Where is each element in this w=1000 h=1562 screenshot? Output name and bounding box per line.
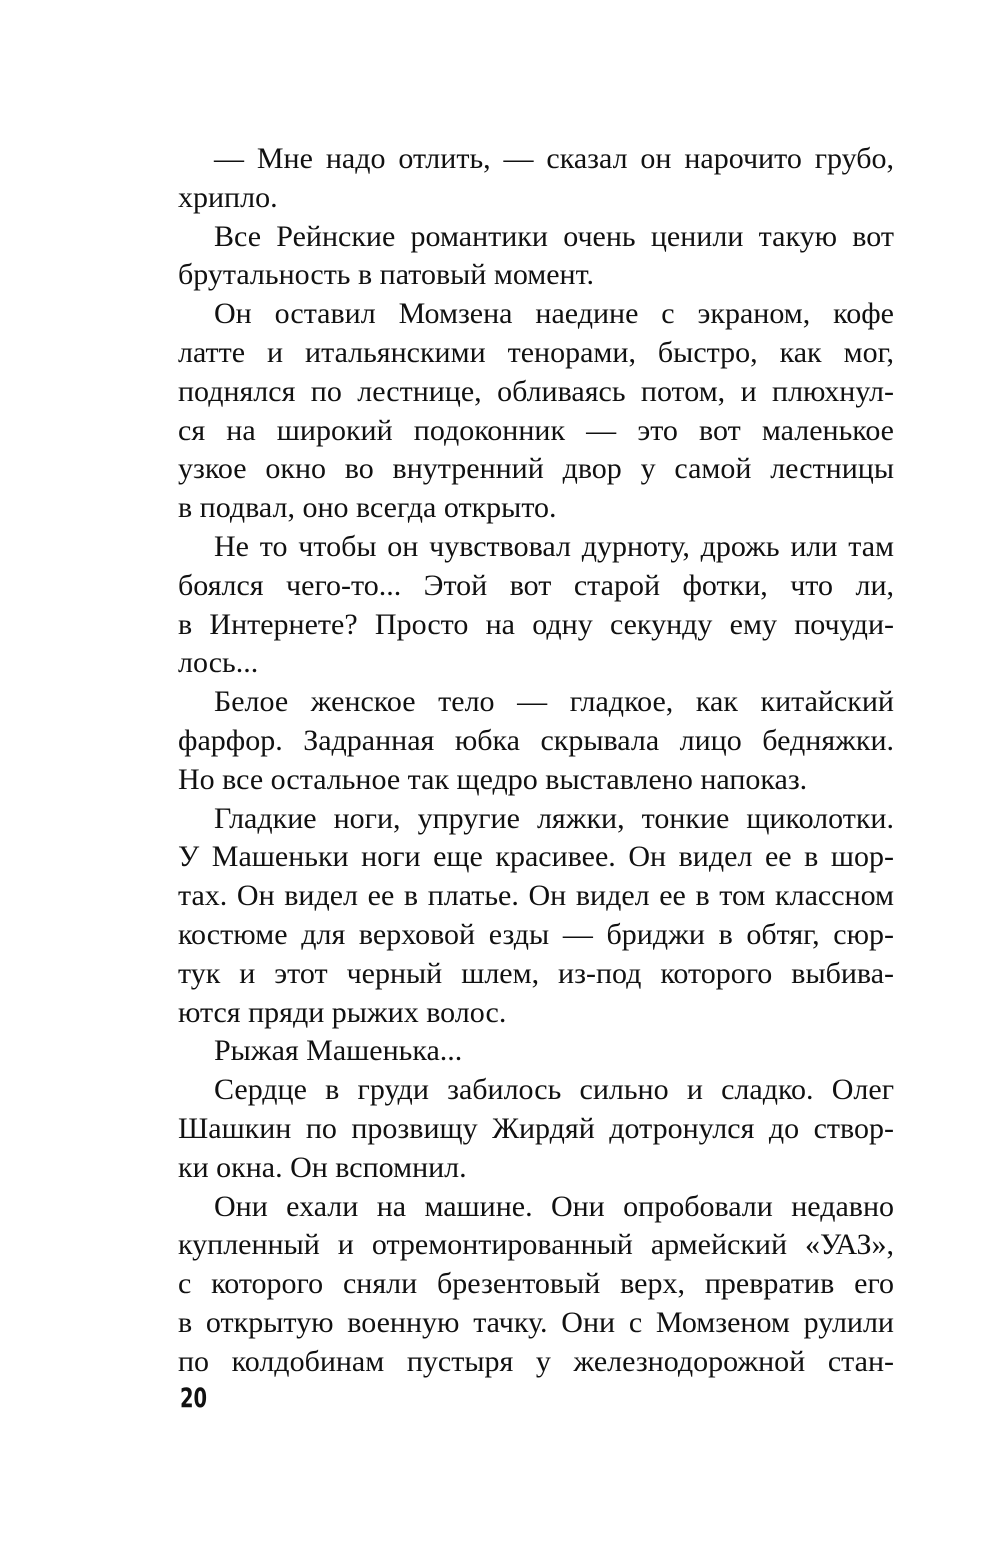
- text-line: тах. Он видел ее в платье. Он видел ее в том классном: [178, 879, 894, 913]
- text-line: — Мне надо отлить, — сказал он нарочито грубо,: [214, 142, 894, 175]
- text-line: ся на широкий подоконник — это вот маленькое: [178, 413, 894, 447]
- text-line: латте и итальянскими тенорами, быстро, как мог,: [178, 335, 894, 369]
- text-line: У Машеньки ноги еще красивее. Он видел ее в шор-: [178, 840, 894, 874]
- text-line: Сердце в груди забилось сильно и сладко. Олег: [214, 1073, 894, 1107]
- text-line: в Интернете? Просто на одну секунду ему почуди-: [178, 607, 894, 641]
- text-line: Белое женское тело — гладкое, как китайский: [214, 685, 894, 719]
- text-line: по колдобинам пустыря у железнодорожной стан-: [178, 1344, 894, 1378]
- text-line: боялся чего-то... Этой вот старой фотки, что ли,: [178, 568, 894, 602]
- text-line: Все Рейнские романтики очень ценили такую вот: [214, 219, 894, 253]
- text-line: костюме для верховой езды — бриджи в обтяг, сюр-: [178, 917, 894, 951]
- text-line: в открытую военную тачку. Они с Момзеном рулили: [178, 1305, 894, 1339]
- text-line: Рыжая Машенька...: [214, 1034, 463, 1068]
- text-line: тук и этот черный шлем, из-под которого выбива-: [178, 956, 894, 990]
- text-line: с которого сняли брезентовый верх, превратив его: [178, 1267, 894, 1301]
- text-line: ются пряди рыжих волос.: [178, 995, 507, 1029]
- text-line: фарфор. Задранная юбка скрывала лицо бедняжки.: [178, 723, 894, 757]
- text-line: в подвал, оно всегда открыто.: [178, 491, 557, 525]
- text-line: Гладкие ноги, упругие ляжки, тонкие щиколотки.: [214, 801, 894, 835]
- text-line: Они ехали на машине. Они опробовали недавно: [214, 1189, 894, 1223]
- text-line: поднялся по лестнице, обливаясь потом, и плюхнул-: [178, 374, 894, 408]
- text-line: купленный и отремонтированный армейский «УАЗ»,: [178, 1228, 894, 1262]
- page-number: 20: [180, 1383, 208, 1414]
- text-line: ки окна. Он вспомнил.: [178, 1150, 467, 1184]
- text-line: Он оставил Момзена наедине с экраном, кофе: [214, 297, 894, 331]
- text-line: Не то чтобы он чувствовал дурноту, дрожь или там: [214, 529, 894, 563]
- body-text: [178, 140, 894, 1382]
- text-line: лось...: [178, 646, 259, 680]
- text-line: узкое окно во внутренний двор у самой лестницы: [178, 452, 894, 486]
- text-line: Шашкин по прозвищу Жирдяй дотронулся до створ-: [178, 1111, 894, 1145]
- text-line: Но все остальное так щедро выставлено напоказ.: [178, 762, 808, 796]
- text-line: хрипло.: [178, 180, 278, 214]
- text-line: брутальность в патовый момент.: [178, 258, 594, 292]
